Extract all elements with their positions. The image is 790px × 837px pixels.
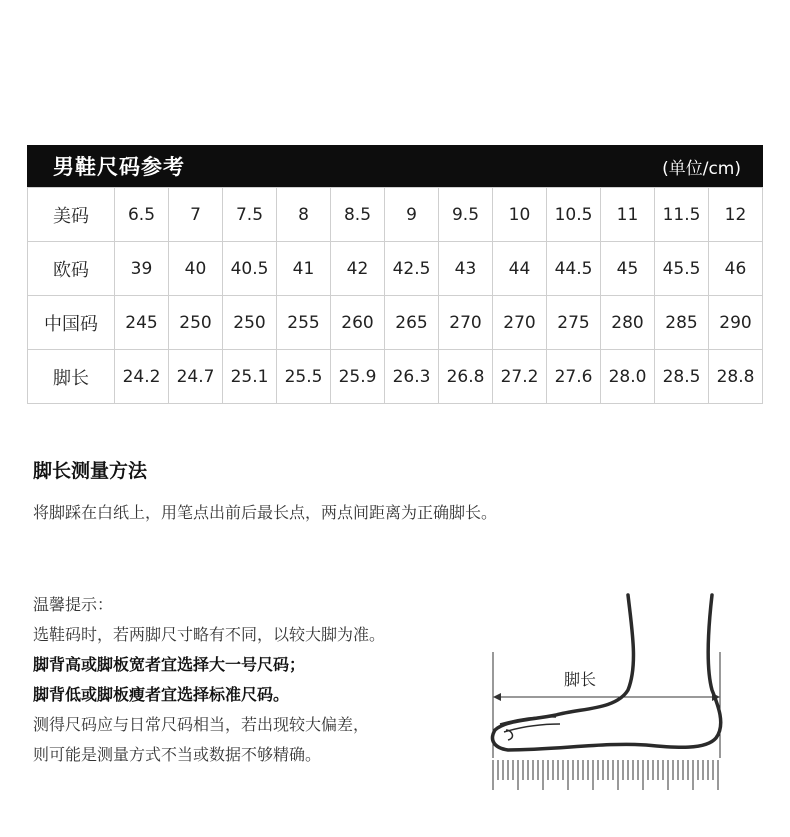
size-cell: 250 — [169, 296, 223, 350]
size-cell: 270 — [439, 296, 493, 350]
size-cell: 25.9 — [331, 350, 385, 404]
size-cell: 28.8 — [709, 350, 763, 404]
size-cell: 290 — [709, 296, 763, 350]
size-cell: 24.2 — [115, 350, 169, 404]
size-chart — [27, 145, 763, 404]
size-cell: 275 — [547, 296, 601, 350]
size-cell: 41 — [277, 242, 331, 296]
size-cell: 8.5 — [331, 188, 385, 242]
size-cell: 9 — [385, 188, 439, 242]
size-cell: 6.5 — [115, 188, 169, 242]
size-cell: 26.8 — [439, 350, 493, 404]
size-cell: 46 — [709, 242, 763, 296]
size-row-label: 脚长 — [28, 350, 115, 404]
size-cell: 44.5 — [547, 242, 601, 296]
size-cell: 260 — [331, 296, 385, 350]
size-cell: 27.6 — [547, 350, 601, 404]
tips-heading: 温馨提示： — [33, 595, 114, 614]
measure-title: 脚长测量方法 — [33, 460, 148, 482]
size-cell: 10.5 — [547, 188, 601, 242]
tips-block — [33, 590, 473, 770]
size-cell: 11 — [601, 188, 655, 242]
size-cell: 8 — [277, 188, 331, 242]
tip-line: 则可能是测量方式不当或数据不够精确。 — [33, 745, 322, 764]
size-chart-header — [27, 145, 763, 187]
tip-line: 脚背低或脚板瘦者宜选择标准尺码。 — [33, 685, 290, 704]
size-cell: 10 — [493, 188, 547, 242]
size-cell: 44 — [493, 242, 547, 296]
foot-measure-icon — [486, 590, 731, 795]
size-row-label: 美码 — [28, 188, 115, 242]
size-cell: 7.5 — [223, 188, 277, 242]
size-cell: 245 — [115, 296, 169, 350]
measure-description: 将脚踩在白纸上，用笔点出前后最长点，两点间距离为正确脚长。 — [33, 503, 498, 522]
size-cell: 26.3 — [385, 350, 439, 404]
size-cell: 285 — [655, 296, 709, 350]
size-cell: 255 — [277, 296, 331, 350]
size-row-label: 欧码 — [28, 242, 115, 296]
size-cell: 7 — [169, 188, 223, 242]
size-cell: 9.5 — [439, 188, 493, 242]
size-cell: 45 — [601, 242, 655, 296]
size-cell: 265 — [385, 296, 439, 350]
size-cell: 280 — [601, 296, 655, 350]
size-cell: 28.0 — [601, 350, 655, 404]
size-cell: 28.5 — [655, 350, 709, 404]
tip-line: 测得尺码应与日常尺码相当，若出现较大偏差， — [33, 715, 370, 734]
size-chart-unit: (单位/cm) — [662, 158, 741, 179]
size-cell: 250 — [223, 296, 277, 350]
size-row — [28, 350, 763, 404]
size-cell: 45.5 — [655, 242, 709, 296]
foot-length-label: 脚长 — [564, 670, 597, 689]
size-chart-title: 男鞋尺码参考 — [53, 155, 185, 179]
size-cell: 39 — [115, 242, 169, 296]
size-cell: 12 — [709, 188, 763, 242]
size-cell: 11.5 — [655, 188, 709, 242]
size-cell: 42 — [331, 242, 385, 296]
size-row — [28, 242, 763, 296]
size-cell: 24.7 — [169, 350, 223, 404]
size-cell: 27.2 — [493, 350, 547, 404]
size-cell: 43 — [439, 242, 493, 296]
size-cell: 270 — [493, 296, 547, 350]
size-row — [28, 188, 763, 242]
size-cell: 42.5 — [385, 242, 439, 296]
size-cell: 25.1 — [223, 350, 277, 404]
size-row-label: 中国码 — [28, 296, 115, 350]
size-cell: 40.5 — [223, 242, 277, 296]
tip-line: 脚背高或脚板宽者宜选择大一号尺码； — [33, 655, 306, 674]
size-row — [28, 296, 763, 350]
tip-line: 选鞋码时，若两脚尺寸略有不同，以较大脚为准。 — [33, 625, 386, 644]
size-cell: 40 — [169, 242, 223, 296]
size-grid — [27, 187, 763, 404]
size-cell: 25.5 — [277, 350, 331, 404]
